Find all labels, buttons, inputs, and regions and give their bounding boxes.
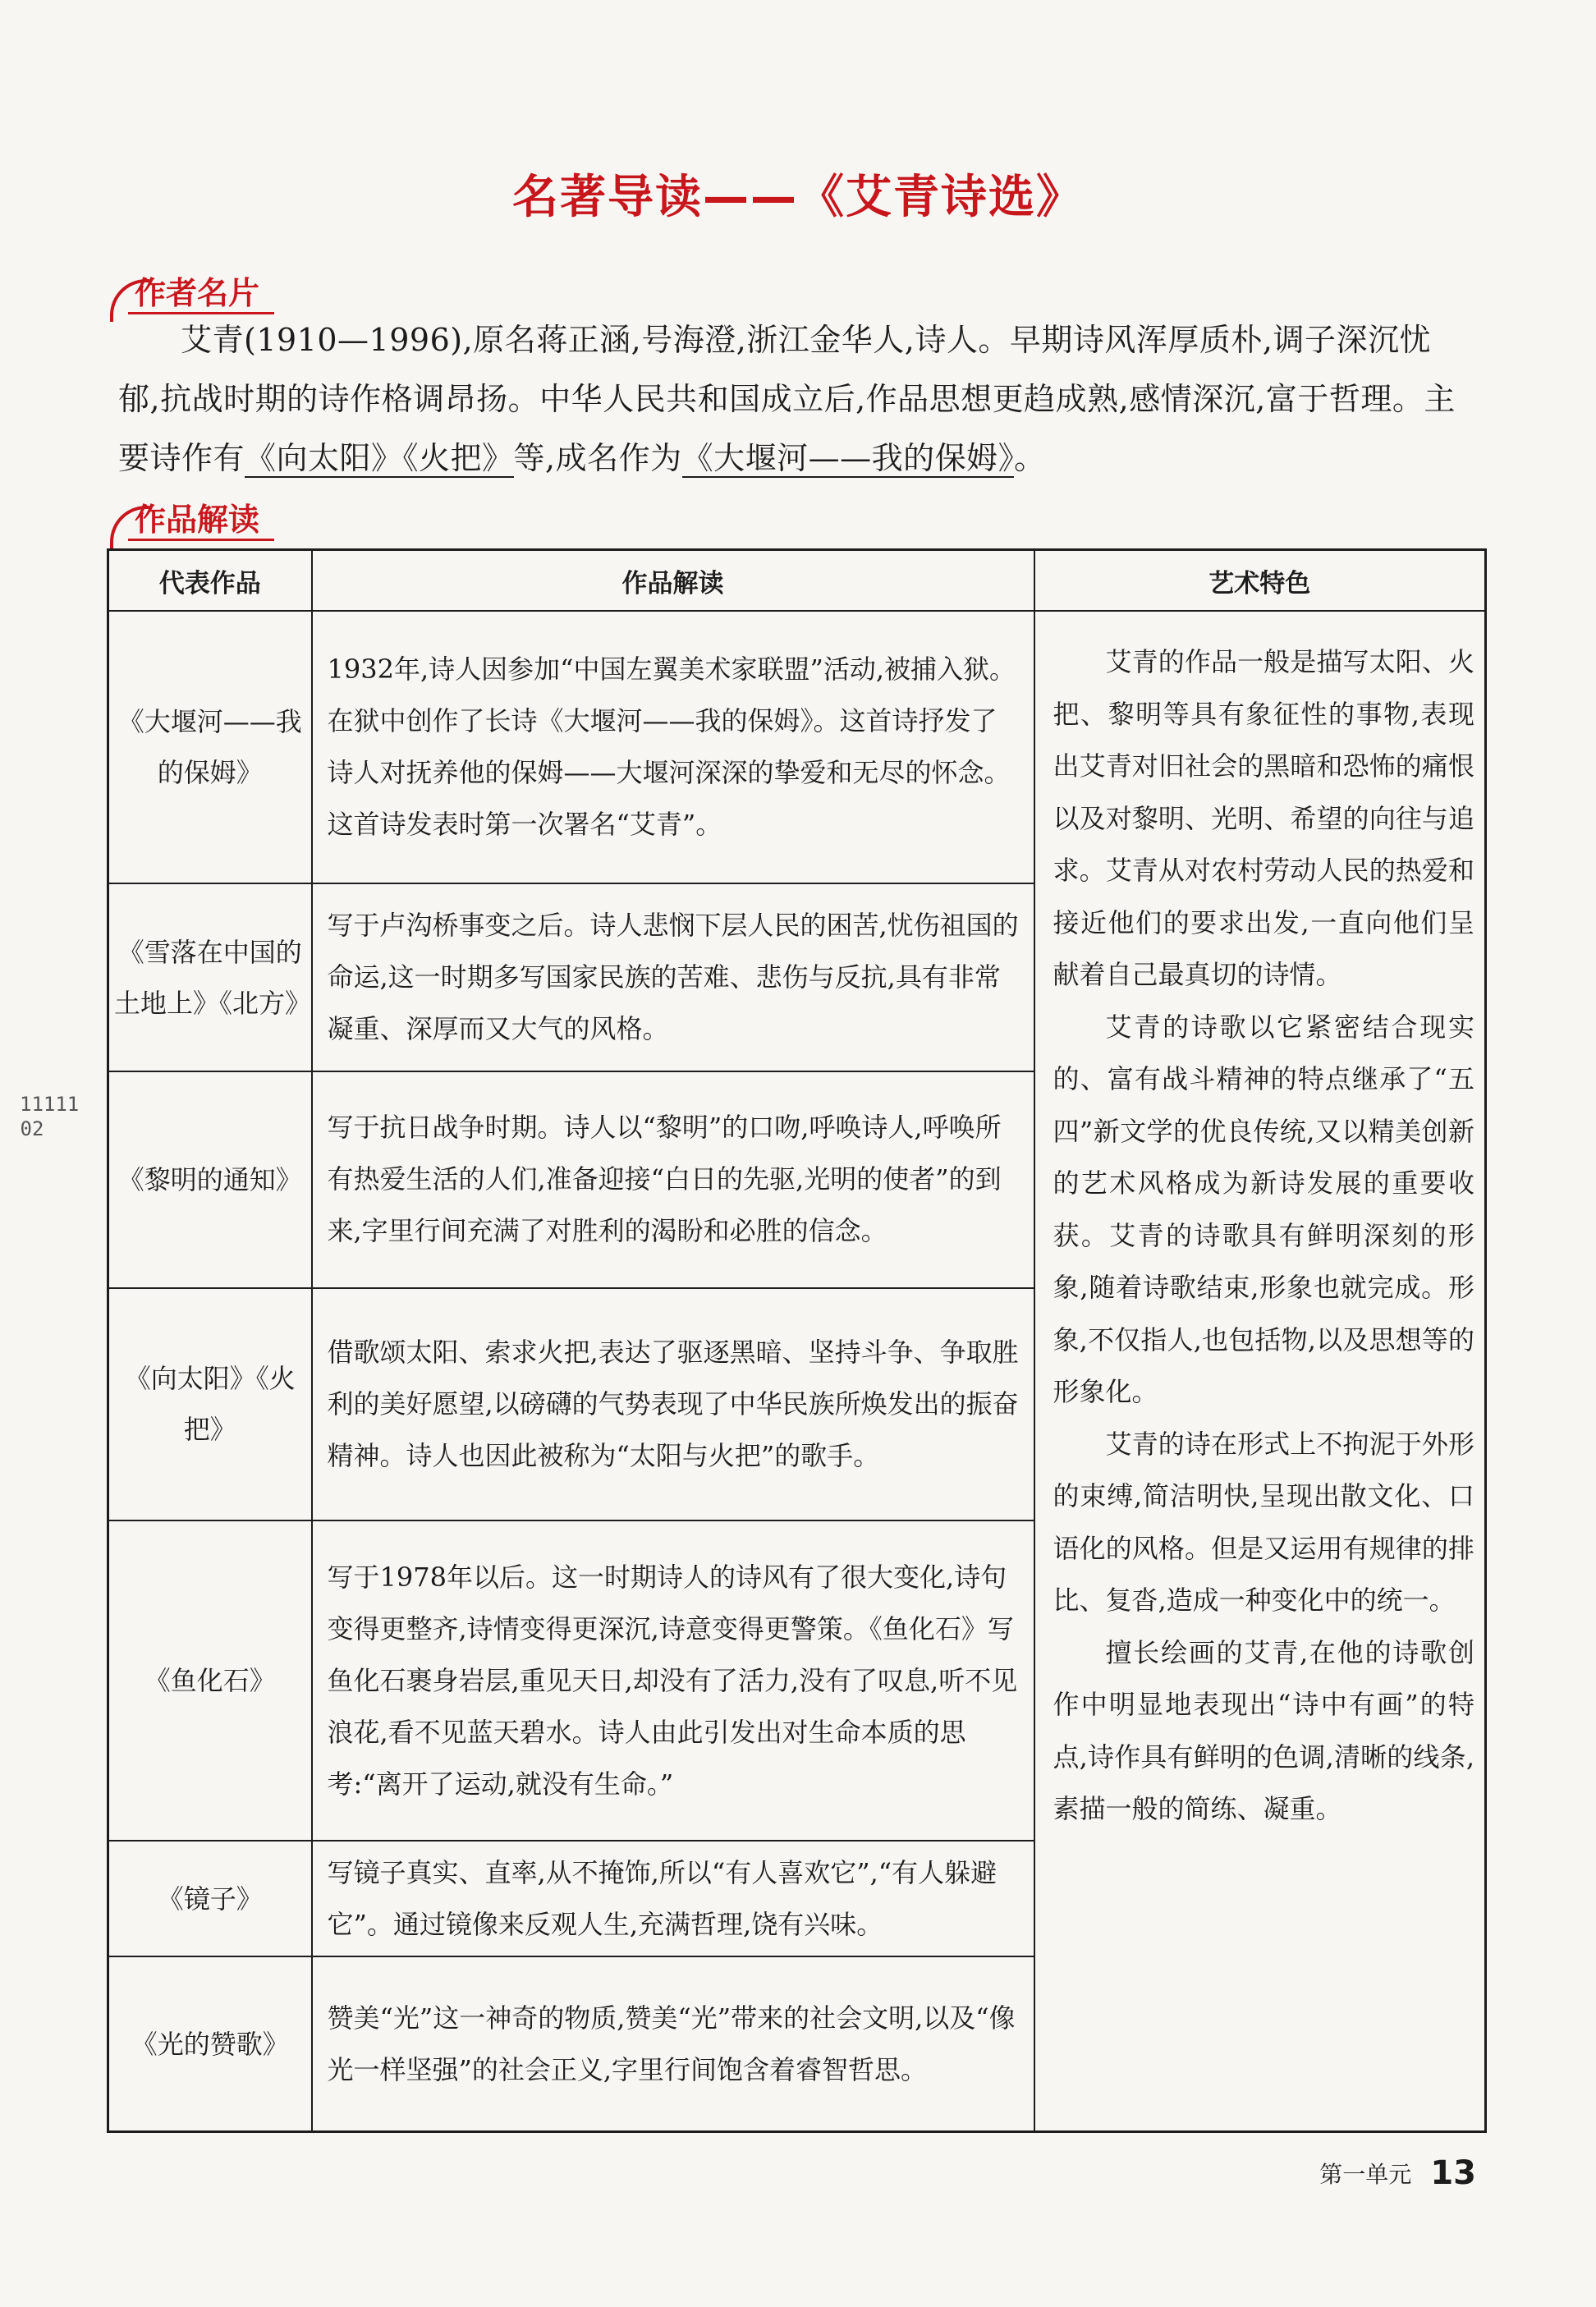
intro-text-1: 艾青(1910—1996),原名蒋正涵,号海澄,浙江金华人,诗人。早期诗风浑厚质朴,调子深沉忧郁,抗战时期的诗作格调昂扬。中华人民共和国成立后,作品思想更趋成熟,感情深沉,富于哲理。主要诗作有 [118,322,1456,476]
work-description: 借歌颂太阳、索求火把,表达了驱逐黑暗、坚持斗争、争取胜利的美好愿望,以磅礴的气势表现了中华民族所焕发出的振奋精神。诗人也因此被称为“太阳与火把”的歌手。 [312,1288,1034,1521]
intro-text-3: 。 [1014,440,1046,476]
work-description: 1932年,诗人因参加“中国左翼美术家联盟”活动,被捕入狱。在狱中创作了长诗《大堰河——我的保姆》。这首诗抒发了诗人对抚养他的保姆——大堰河深深的挚爱和无尽的怀念。这首诗发表时第一次署名“艾青”。 [312,611,1034,883]
page-footer [1319,2154,1476,2192]
author-intro-paragraph [118,310,1465,488]
work-description: 赞美“光”这一神奇的物质,赞美“光”带来的社会文明,以及“像光一样坚强”的社会正义,字里行间饱含着睿智哲思。 [312,1956,1034,2131]
work-description: 写于卢沟桥事变之后。诗人悲悯下层人民的困苦,忧伤祖国的命运,这一时期多写国家民族的苦难、悲伤与反抗,具有非常凝重、深厚而又大气的风格。 [312,883,1034,1071]
art-paragraph: 擅长绘画的艾青,在他的诗歌创作中明显地表现出“诗中有画”的特点,诗作具有鲜明的色调,清晰的线条,素描一般的简练、凝重。 [1053,1636,1474,1824]
section-works-heading [110,488,274,540]
work-title: 《光的赞歌》 [108,1956,312,2131]
header-art-features: 艺术特色 [1034,550,1486,612]
work-title: 《镜子》 [108,1841,312,1956]
header-works: 代表作品 [108,550,312,612]
work-description: 写于抗日战争时期。诗人以“黎明”的口吻,呼唤诗人,呼唤所有热爱生活的人们,准备迎接“白日的先驱,光明的使者”的到来,字里行间充满了对胜利的渴盼和必胜的信念。 [312,1071,1034,1287]
page-number: 13 [1430,2154,1476,2192]
section-author-label: 作者名片 [135,275,260,311]
work-description: 写于1978年以后。这一时期诗人的诗风有了很大变化,诗句变得更整齐,诗情变得更深沉,诗意变得更警策。《鱼化石》写鱼化石裹身岩层,重见天日,却没有了活力,没有了叹息,听不见浪花,看不见蓝天碧水。诗人由此引发出对生命本质的思考:“离开了运动,就没有生命。” [312,1520,1034,1841]
art-features-cell [1034,611,1486,2132]
work-title: 《黎明的通知》 [108,1071,312,1287]
author-intro [118,310,1465,488]
work-description: 写镜子真实、直率,从不掩饰,所以“有人喜欢它”,“有人躲避它”。通过镜像来反观人生,充满哲理,饶有兴味。 [312,1841,1034,1956]
unit-label: 第一单元 [1319,2161,1412,2188]
page-title: 名著导读——《艾青诗选》 [512,171,1084,224]
work-title: 《大堰河——我的保姆》 [108,611,312,883]
header-interpretation: 作品解读 [312,550,1034,612]
work-title: 《鱼化石》 [108,1520,312,1841]
section-works-label: 作品解读 [135,502,260,538]
art-paragraph: 艾青的作品一般是描写太阳、火把、黎明等具有象征性的事物,表现出艾青对旧社会的黑暗和恐怖的痛恨以及对黎明、光明、希望的向往与追求。艾青从对农村劳动人民的热爱和接近他们的要求出发,一直向他们呈献着自己最真切的诗情。 [1053,646,1474,990]
section-author-heading [110,261,274,314]
table-row [108,611,1486,883]
binding-margin-mark: 11111 02 [20,1093,80,1140]
works-table [107,548,1487,2133]
intro-poem-1: 《向太阳》 [245,440,403,476]
art-paragraph: 艾青的诗在形式上不拘泥于外形的束缚,简洁明快,呈现出散文化、口语化的风格。但是又运用有规律的排比、复沓,造成一种变化中的统一。 [1053,1428,1474,1616]
work-title: 《向太阳》《火把》 [108,1288,312,1521]
intro-famous-poem: 《大堰河——我的保姆》 [681,440,1015,476]
art-paragraph: 艾青的诗歌以它紧密结合现实的、富有战斗精神的特点继承了“五四”新文学的优良传统,又以精美创新的艺术风格成为新诗发展的重要收获。艾青的诗歌具有鲜明深刻的形象,随着诗歌结束,形象也就完成。形象,不仅指人,也包括物,以及思想等的形象化。 [1053,1011,1474,1407]
table-header-row [108,550,1486,612]
intro-poem-2: 《火把》 [402,440,514,476]
intro-text-2: 等,成名作为 [513,440,682,476]
work-title: 《雪落在中国的土地上》《北方》 [108,883,312,1071]
